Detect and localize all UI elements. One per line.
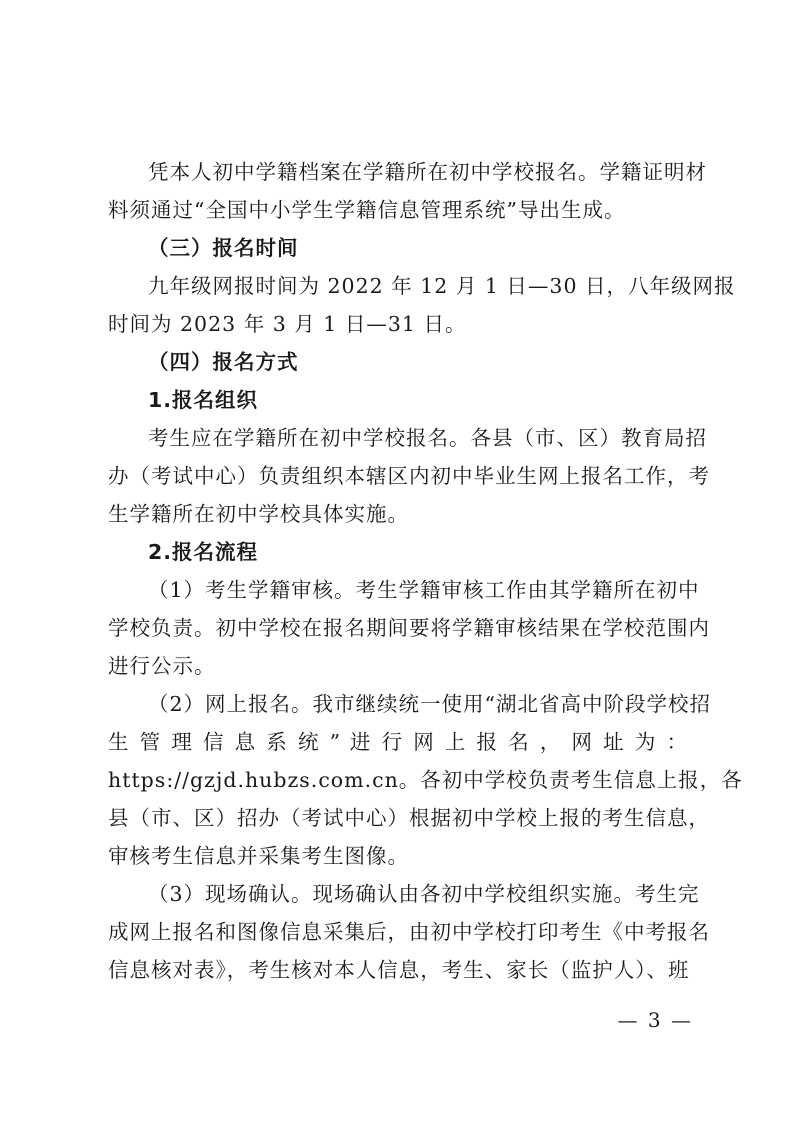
body-text-line: 生学籍所在初中学校具体实施。	[108, 502, 409, 526]
body-text-line: 考生应在学籍所在初中学校报名。各县（市、区）教育局招	[148, 426, 707, 450]
body-text-line: 九年级网报时间为 2022 年 12 月 1 日—30 日，八年级网报	[148, 274, 736, 298]
body-text-line: 生 管 理 信 息 系 统 ” 进 行 网 上 报 名 ， 网 址 为 ：	[108, 730, 688, 754]
body-text-line: 时间为 2023 年 3 月 1 日—31 日。	[108, 312, 467, 336]
subsection-heading: 2.报名流程	[148, 540, 259, 564]
body-text-line: 办（考试中心）负责组织本辖区内初中毕业生网上报名工作，考	[108, 464, 710, 488]
body-text-line: （3）现场确认。现场确认由各初中学校组织实施。考生完	[148, 882, 700, 906]
body-text-line: （1）考生学籍审核。考生学籍审核工作由其学籍所在初中	[148, 578, 700, 602]
subsection-heading: 1.报名组织	[148, 388, 259, 412]
body-text-line: 信息核对表》，考生核对本人信息，考生、家长（监护人）、班	[108, 958, 690, 982]
body-text-line: （2）网上报名。我市继续统一使用“湖北省高中阶段学校招	[148, 692, 712, 716]
body-text-line: 学校负责。初中学校在报名期间要将学籍审核结果在学校范围内	[108, 616, 710, 640]
website-url-line: https://gzjd.hubzs.com.cn。各初中学校负责考生信息上报，各	[108, 768, 743, 792]
section-heading: （三）报名时间	[148, 236, 299, 260]
body-text-line: 凭本人初中学籍档案在学籍所在初中学校报名。学籍证明材	[148, 160, 707, 184]
body-text-line: 成网上报名和图像信息采集后，由初中学校打印考生《中考报名	[108, 920, 710, 944]
body-text-line: 料须通过“全国中小学生学籍信息管理系统”导出生成。	[108, 198, 626, 222]
body-text-line: 进行公示。	[108, 654, 216, 678]
page-number: — 3 —	[617, 1008, 693, 1032]
section-heading: （四）报名方式	[148, 350, 299, 374]
body-text-line: 审核考生信息并采集考生图像。	[108, 844, 409, 868]
body-text-line: 县（市、区）招办（考试中心）根据初中学校上报的考生信息，	[108, 806, 710, 830]
